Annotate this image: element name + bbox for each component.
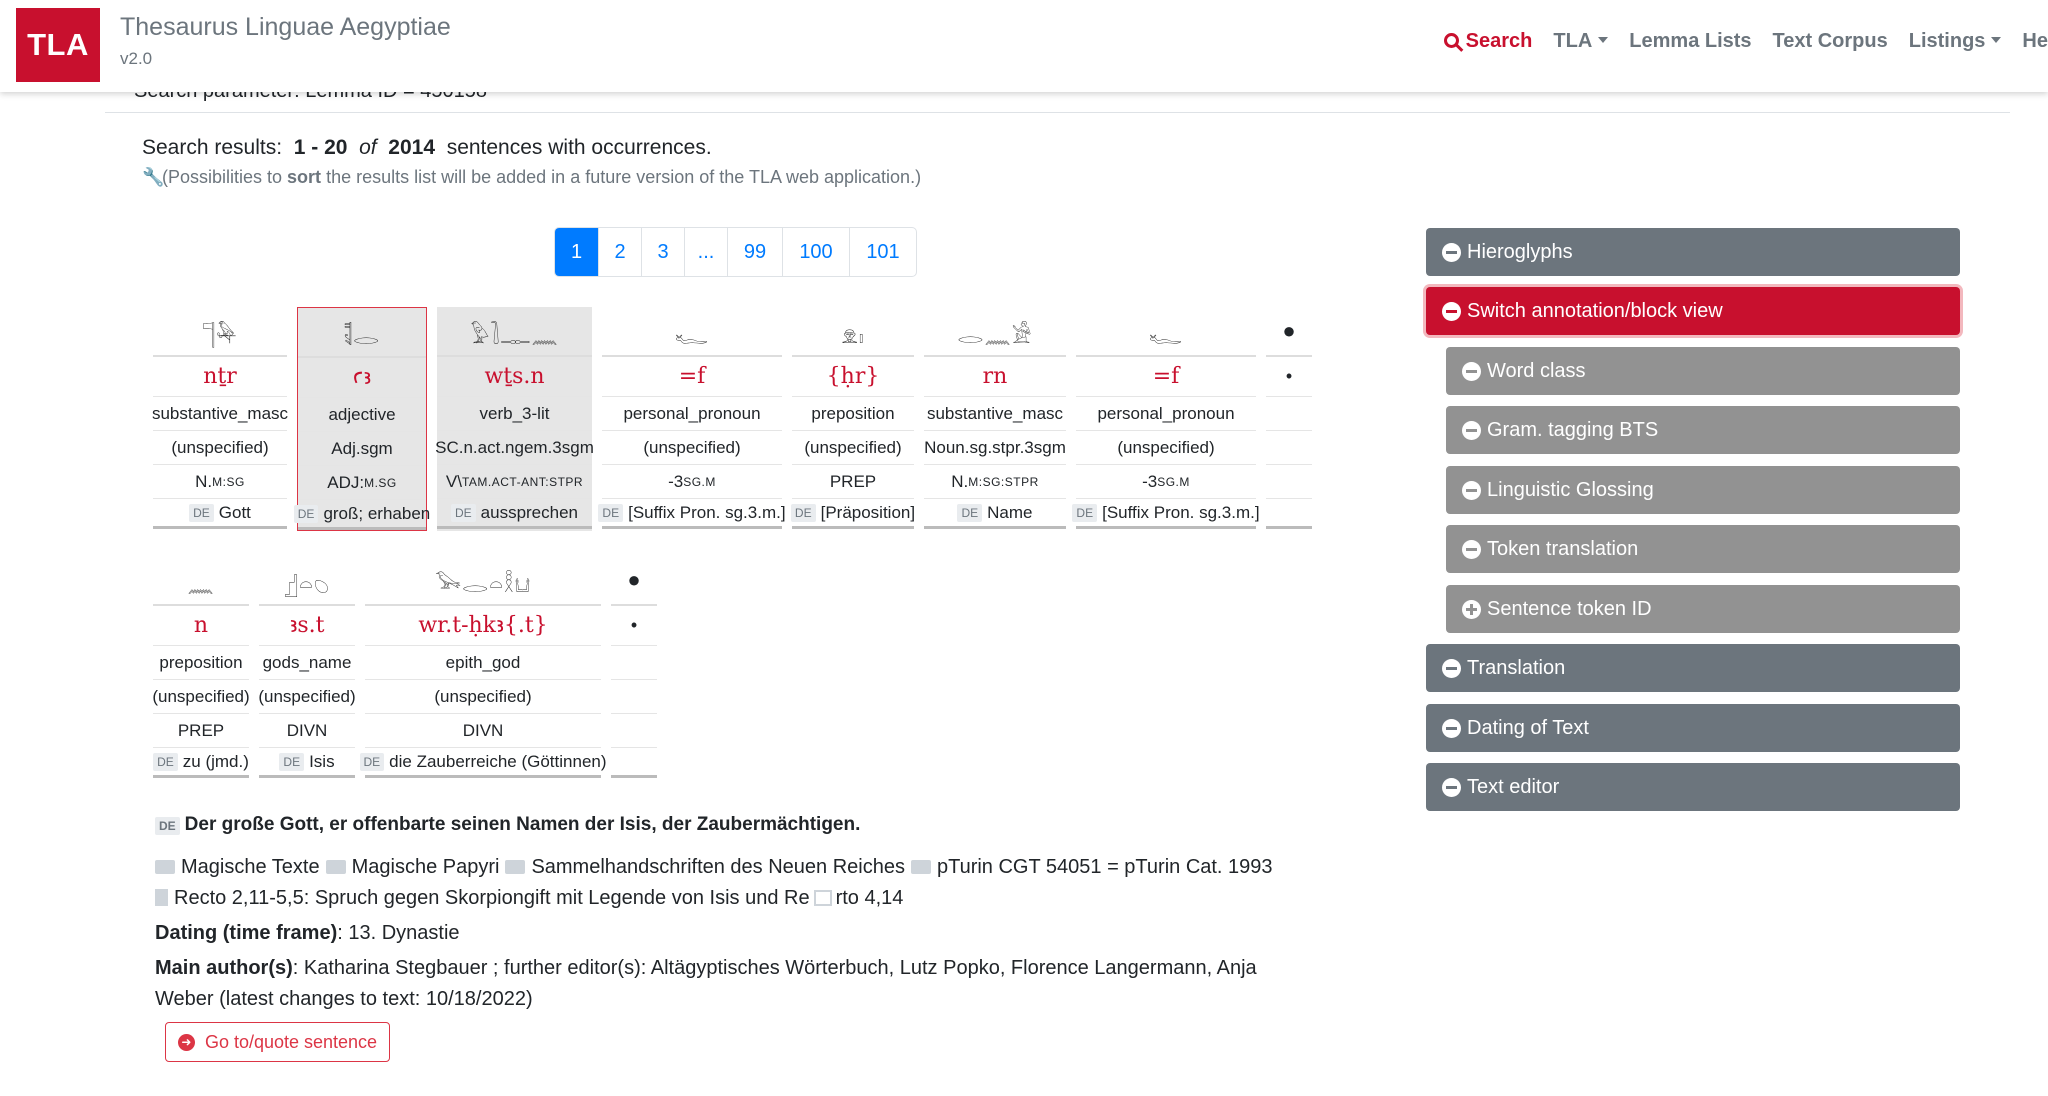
results-summary bbox=[142, 136, 712, 160]
token-gram-tag: (unspecified) bbox=[259, 680, 355, 714]
punct-hieroglyph: ● bbox=[611, 556, 657, 606]
token-transliteration[interactable]: {ḥr} bbox=[792, 357, 914, 397]
token-gram-tag: (unspecified) bbox=[792, 431, 914, 465]
page-link-1[interactable]: 1 bbox=[555, 228, 599, 276]
token-row-2 bbox=[153, 556, 657, 778]
site-version: v2.0 bbox=[120, 49, 153, 68]
page-link-101[interactable]: 101 bbox=[866, 240, 900, 263]
line-icon bbox=[814, 890, 832, 906]
toggle-label: Linguistic Glossing bbox=[1487, 478, 1654, 501]
folder-icon bbox=[911, 860, 931, 874]
token-hieroglyphs: 𓊹𓅆 bbox=[153, 307, 287, 357]
author-value: : Katharina Stegbauer ; further editor(s): Altägyptisches Wörterbuch, Lutz Popko, Florence Langermann, Anja Weber (latest changes to text: 10/18/2022) bbox=[155, 957, 1257, 1010]
token-glossing: N. M:SG bbox=[153, 465, 287, 499]
token-translation-text: aussprechen bbox=[480, 502, 578, 522]
token[interactable] bbox=[1076, 307, 1260, 531]
minus-circle-icon bbox=[1462, 421, 1481, 440]
token-hieroglyphs: 𓈖 bbox=[153, 556, 249, 606]
de-badge: DE bbox=[451, 504, 476, 522]
token-translation bbox=[437, 499, 592, 529]
folder-icon bbox=[505, 860, 525, 874]
divider bbox=[105, 112, 2010, 113]
folder-icon bbox=[326, 860, 346, 874]
nav-listings-dropdown[interactable]: Listings bbox=[1909, 30, 2002, 53]
toggle-label: Switch annotation/block view bbox=[1467, 299, 1723, 322]
top-navbar bbox=[0, 0, 2048, 92]
corpus-path-2 bbox=[155, 887, 903, 910]
token-gram-tag: (unspecified) bbox=[153, 680, 249, 714]
token-transliteration[interactable]: rn bbox=[924, 357, 1066, 397]
token[interactable] bbox=[259, 556, 355, 778]
toggle-label: Sentence token ID bbox=[1487, 597, 1652, 620]
token-word-class: personal_pronoun bbox=[602, 397, 782, 431]
page-link-3[interactable]: 3 bbox=[642, 228, 685, 276]
gloss-smallcaps: SG.M bbox=[1157, 474, 1190, 489]
token-gram-tag: (unspecified) bbox=[153, 431, 287, 465]
de-badge: DE bbox=[279, 753, 304, 771]
token-translation-text: groß; erhaben bbox=[323, 503, 431, 523]
token-glossing: DIVN bbox=[259, 714, 355, 748]
token-glossing: PREP bbox=[153, 714, 249, 748]
pagination bbox=[554, 227, 917, 277]
de-badge: DE bbox=[294, 505, 319, 523]
path-item[interactable]: Magische Texte bbox=[181, 856, 320, 878]
token[interactable] bbox=[297, 307, 431, 531]
token-gram-tag: (unspecified) bbox=[602, 431, 782, 465]
punct-hieroglyph: ● bbox=[1266, 307, 1312, 357]
token-word-class: adjective bbox=[298, 398, 426, 432]
minus-circle-icon bbox=[1462, 362, 1481, 381]
token-translation bbox=[363, 748, 607, 778]
minus-circle-icon bbox=[1442, 719, 1461, 738]
hint-bold: sort bbox=[287, 167, 322, 187]
token-word-class: substantive_masc bbox=[153, 397, 287, 431]
token-translation bbox=[153, 748, 249, 778]
author-label: Main author(s) bbox=[155, 957, 293, 979]
author-info bbox=[155, 953, 1305, 1015]
token[interactable] bbox=[437, 307, 592, 531]
token[interactable] bbox=[602, 307, 786, 531]
folder-icon bbox=[155, 860, 175, 874]
token-word-class: preposition bbox=[792, 397, 914, 431]
punct-row bbox=[1266, 397, 1312, 431]
site-title[interactable]: Thesaurus Linguae Aegyptiae bbox=[120, 13, 451, 41]
nav-search-label: Search bbox=[1465, 30, 1533, 52]
toggle-translation[interactable] bbox=[1426, 644, 1960, 692]
nav-help[interactable]: He bbox=[2022, 30, 2048, 52]
goto-label: Go to/quote sentence bbox=[204, 1031, 378, 1052]
sentence-translation bbox=[155, 814, 860, 836]
toggle-dating-of-text[interactable] bbox=[1426, 704, 1960, 752]
punct-trans bbox=[611, 748, 657, 778]
arrow-right-circle-icon: ➜ bbox=[178, 1034, 195, 1051]
search-icon bbox=[1444, 33, 1459, 48]
punctuation-token bbox=[1266, 307, 1312, 531]
punct-row bbox=[1266, 465, 1312, 499]
toggle-switch-annotation-block-view[interactable] bbox=[1426, 287, 1960, 335]
token-translation bbox=[153, 499, 287, 529]
punct-trans bbox=[1266, 499, 1312, 529]
document-icon bbox=[155, 889, 168, 906]
path-item[interactable]: pTurin CGT 54051 = pTurin Cat. 1993 bbox=[936, 856, 1273, 878]
token-transliteration[interactable]: wr.t-ḥkꜣ{.t} bbox=[365, 606, 601, 646]
toggle-word-class[interactable] bbox=[1446, 347, 1960, 395]
token-translation-text: zu (jmd.) bbox=[182, 751, 249, 771]
toggle-label: Text editor bbox=[1467, 775, 1560, 798]
token-word-class: preposition bbox=[153, 646, 249, 680]
token-gram-tag: (unspecified) bbox=[365, 680, 601, 714]
token-translation bbox=[924, 499, 1066, 529]
path-item[interactable]: Magische Papyri bbox=[351, 856, 500, 878]
token-transliteration[interactable]: wṯs.n bbox=[437, 357, 592, 397]
token-word-class: verb_3-lit bbox=[437, 397, 592, 431]
toggle-label: Hieroglyphs bbox=[1467, 240, 1573, 263]
token-glossing: PREP bbox=[792, 465, 914, 499]
hint-post: the results list will be added in a future version of the TLA web application.) bbox=[321, 167, 922, 187]
dating-label: Dating (time frame) bbox=[155, 922, 338, 944]
token-glossing: V\ TAM.ACT-ANT:STPR bbox=[437, 465, 592, 499]
token-translation bbox=[602, 499, 786, 529]
token-transliteration[interactable]: n bbox=[153, 606, 249, 646]
sort-hint bbox=[142, 167, 921, 188]
nav-search[interactable] bbox=[1444, 30, 1533, 53]
de-badge: DE bbox=[598, 504, 623, 522]
page-link-100[interactable]: 100 bbox=[783, 228, 850, 276]
toggle-linguistic-glossing[interactable] bbox=[1446, 466, 1960, 514]
token-hieroglyphs: 𓅨𓂋𓏏𓎛𓂓 bbox=[365, 556, 601, 606]
toggle-text-editor[interactable] bbox=[1426, 763, 1960, 811]
token-word-class: epith_god bbox=[365, 646, 601, 680]
toggle-sentence-token-id[interactable] bbox=[1446, 585, 1960, 633]
tla-logo[interactable]: TLA bbox=[16, 8, 100, 82]
minus-circle-icon bbox=[1462, 540, 1481, 559]
gloss-smallcaps: TAM.ACT-ANT:STPR bbox=[461, 474, 584, 489]
hint-pre: (Possibilities to bbox=[162, 167, 288, 187]
sentence-translation-text: Der große Gott, er offenbarte seinen Namen der Isis, der Zaubermächtigen. bbox=[184, 814, 861, 835]
token-translation bbox=[792, 499, 914, 529]
toggle-label: Dating of Text bbox=[1467, 716, 1589, 739]
token-translation-text: [Suffix Pron. sg.3.m.] bbox=[1102, 502, 1260, 522]
token-gram-tag: (unspecified) bbox=[1076, 431, 1256, 465]
de-badge: DE bbox=[155, 817, 180, 835]
path-item[interactable]: Sammelhandschriften des Neuen Reiches bbox=[531, 856, 905, 878]
token-gram-tag: Adj.sgm bbox=[298, 432, 426, 466]
token-hieroglyphs: 𓊨𓏏𓆇 bbox=[259, 556, 355, 606]
gloss-smallcaps: M.SG bbox=[364, 475, 397, 490]
minus-circle-icon bbox=[1442, 659, 1461, 678]
dating-value: : 13. Dynastie bbox=[337, 922, 460, 944]
token-glossing: -3 SG.M bbox=[1076, 465, 1256, 499]
path-line[interactable]: rto 4,14 bbox=[835, 887, 904, 909]
gloss-smallcaps: M:SG:STPR bbox=[968, 474, 1039, 489]
token-translation bbox=[1076, 499, 1260, 529]
punct-translit: • bbox=[611, 606, 657, 646]
page-link-99[interactable]: 99 bbox=[728, 228, 783, 276]
toggle-token-translation[interactable] bbox=[1446, 525, 1960, 573]
punct-translit: • bbox=[1266, 357, 1312, 397]
de-badge: DE bbox=[189, 504, 214, 522]
toggle-label: Token translation bbox=[1487, 537, 1639, 560]
token-transliteration[interactable]: nṯr bbox=[153, 357, 287, 397]
nav-lemma-lists[interactable]: Lemma Lists bbox=[1629, 30, 1752, 52]
main-nav bbox=[1444, 30, 2048, 53]
token-glossing: N. M:SG:STPR bbox=[924, 465, 1066, 499]
minus-circle-icon bbox=[1442, 778, 1461, 797]
token[interactable] bbox=[924, 307, 1066, 531]
token[interactable] bbox=[792, 307, 914, 531]
token-word-class: personal_pronoun bbox=[1076, 397, 1256, 431]
token-translation-text: Name bbox=[987, 502, 1033, 522]
token-hieroglyphs: 𓅱𓍘𓊃𓈖 bbox=[437, 307, 592, 357]
punct-row bbox=[611, 714, 657, 748]
gloss-smallcaps: M:SG bbox=[212, 474, 245, 489]
gloss-smallcaps: SG.M bbox=[683, 474, 716, 489]
punct-row bbox=[611, 646, 657, 680]
token[interactable] bbox=[153, 556, 249, 778]
results-suffix: sentences with occurrences. bbox=[446, 136, 712, 159]
corpus-path bbox=[155, 856, 1279, 879]
de-badge: DE bbox=[1072, 504, 1097, 522]
token-transliteration[interactable]: =f bbox=[1076, 357, 1256, 397]
page-link-ellipsis: ... bbox=[685, 228, 728, 276]
results-total: 2014 bbox=[388, 136, 436, 159]
plus-circle-icon bbox=[1462, 600, 1481, 619]
token-row-1 bbox=[153, 307, 1312, 531]
punct-row bbox=[611, 680, 657, 714]
token-hieroglyphs: 𓆑 bbox=[1076, 307, 1256, 357]
results-of: of bbox=[359, 136, 377, 159]
de-badge: DE bbox=[153, 753, 178, 771]
token-hieroglyphs: 𓆑 bbox=[602, 307, 782, 357]
de-badge: DE bbox=[360, 753, 385, 771]
token-translation bbox=[297, 500, 431, 530]
wrench-icon: 🔧 bbox=[142, 167, 165, 187]
toggle-label: Translation bbox=[1467, 656, 1566, 679]
results-prefix: Search results: bbox=[142, 136, 283, 159]
token-transliteration[interactable]: ꜥꜣ bbox=[298, 358, 426, 398]
token-translation bbox=[259, 748, 355, 778]
token-hieroglyphs: 𓂋𓈖𓀀 bbox=[924, 307, 1066, 357]
token-transliteration[interactable]: =f bbox=[602, 357, 782, 397]
token-glossing: ADJ: M.SG bbox=[298, 466, 426, 500]
token-transliteration[interactable]: ꜣs.t bbox=[259, 606, 355, 646]
page-link-2[interactable]: 2 bbox=[599, 228, 642, 276]
token-gram-tag: SC.n.act.ngem.3sgm bbox=[437, 431, 592, 465]
token-gram-tag: Noun.sg.stpr.3sgm bbox=[924, 431, 1066, 465]
token-translation-text: [Suffix Pron. sg.3.m.] bbox=[628, 502, 786, 522]
nav-tla-dropdown[interactable]: TLA bbox=[1553, 30, 1608, 53]
token-hieroglyphs: 𓌟𓂋 bbox=[298, 308, 426, 358]
minus-circle-icon bbox=[1442, 302, 1461, 321]
path-doc[interactable]: Recto 2,11-5,5: Spruch gegen Skorpiongift mit Legende von Isis und Re bbox=[174, 887, 810, 909]
punct-row bbox=[1266, 431, 1312, 465]
token-hieroglyphs: 𓁷𓏤 bbox=[792, 307, 914, 357]
results-range: 1 - 20 bbox=[293, 136, 348, 159]
token-word-class: substantive_masc bbox=[924, 397, 1066, 431]
token-translation-text: Gott bbox=[218, 502, 251, 522]
toggle-label: Gram. tagging BTS bbox=[1487, 418, 1659, 441]
token-translation-text: [Präposition] bbox=[820, 502, 916, 522]
token[interactable] bbox=[363, 556, 607, 778]
token-translation-text: Isis bbox=[309, 751, 335, 771]
toggle-hieroglyphs[interactable] bbox=[1426, 228, 1960, 276]
token[interactable] bbox=[153, 307, 287, 531]
goto-quote-button[interactable] bbox=[165, 1022, 390, 1062]
toggle-gram-tagging-bts[interactable] bbox=[1446, 406, 1960, 454]
toggle-label: Word class bbox=[1487, 359, 1586, 382]
punctuation-token bbox=[611, 556, 657, 778]
de-badge: DE bbox=[957, 504, 982, 522]
nav-text-corpus[interactable]: Text Corpus bbox=[1772, 30, 1888, 52]
token-word-class: gods_name bbox=[259, 646, 355, 680]
token-glossing: -3 SG.M bbox=[602, 465, 782, 499]
de-badge: DE bbox=[791, 504, 816, 522]
minus-circle-icon bbox=[1442, 243, 1461, 262]
token-translation-text: die Zauberreiche (Göttinnen) bbox=[389, 751, 607, 771]
token-glossing: DIVN bbox=[365, 714, 601, 748]
minus-circle-icon bbox=[1462, 481, 1481, 500]
dating-info bbox=[155, 922, 460, 945]
